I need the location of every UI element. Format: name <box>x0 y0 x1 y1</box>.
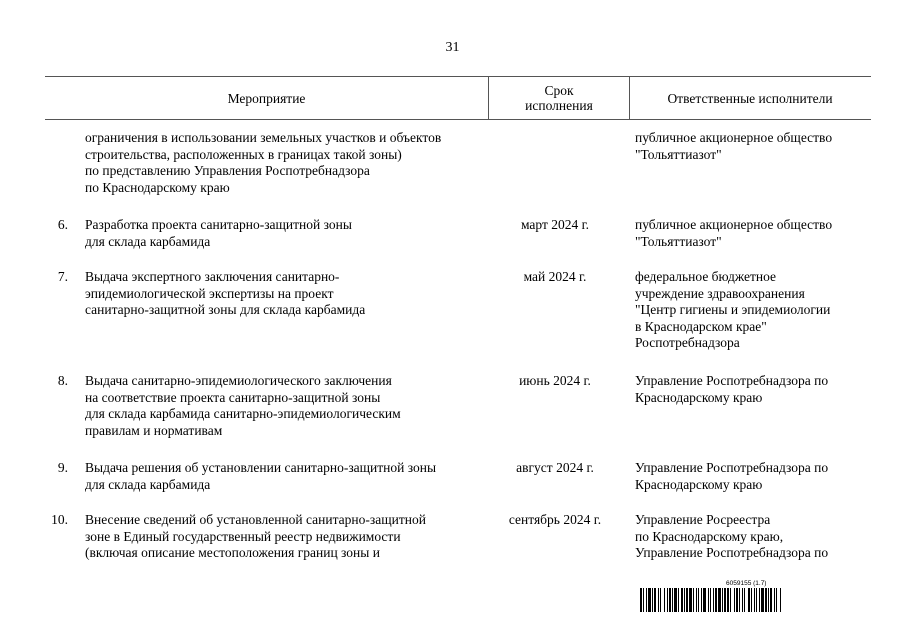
row-term: июнь 2024 г. <box>519 373 591 388</box>
header-term-line-1: Срок <box>544 83 574 98</box>
row-number: 10. <box>51 512 68 527</box>
row-event <box>85 460 490 493</box>
event-line: по представлению Управления Роспотребнадзора <box>85 163 370 178</box>
table-header <box>45 76 871 120</box>
row-responsible <box>635 269 875 352</box>
barcode-bar <box>660 588 661 612</box>
barcode-bar <box>727 588 729 612</box>
barcode-bar <box>715 588 717 612</box>
barcode-bar <box>686 588 688 612</box>
event-line: Выдача санитарно-эпидемиологического заключения <box>85 373 392 388</box>
event-line: по Краснодарскому краю <box>85 179 230 195</box>
header-term <box>488 77 630 119</box>
event-line: для склада карбамида санитарно-эпидемиологическим <box>85 406 401 421</box>
event-line: (включая описание местоположения границ зоны и <box>85 545 380 560</box>
header-term-line-2: исполнения <box>525 98 593 113</box>
barcode-bar <box>646 588 647 612</box>
barcode-bar <box>756 588 757 612</box>
barcode-bar <box>744 588 745 612</box>
resp-line: Управление Росреестра <box>635 512 771 527</box>
barcode-bar <box>674 588 677 612</box>
row-responsible <box>635 130 875 163</box>
barcode-bar <box>701 588 702 612</box>
barcode-bar <box>664 588 665 612</box>
event-line: ограничения в использовании земельных участков и объектов <box>85 130 442 145</box>
resp-line: Управление Роспотребнадзора по <box>635 545 829 560</box>
barcode-bar <box>703 588 706 612</box>
resp-line: учреждение здравоохранения <box>635 285 805 301</box>
barcode-bar <box>748 588 750 612</box>
barcode-bar <box>759 588 760 612</box>
row-responsible <box>635 373 875 406</box>
resp-line: "Тольяттиазот" <box>635 146 722 162</box>
resp-line: Роспотребнадзора <box>635 335 740 350</box>
event-line: Внесение сведений об установленной санитарно-защитной <box>85 512 426 527</box>
barcode-image <box>640 588 858 612</box>
event-line: на соответствие проекта санитарно-защитной зоны <box>85 389 381 405</box>
barcode-bar <box>739 588 740 612</box>
barcode-bar <box>774 588 775 612</box>
barcode-bar <box>724 588 726 612</box>
barcode-bar <box>678 588 679 612</box>
resp-line: Управление Роспотребнадзора по <box>635 373 829 388</box>
row-responsible <box>635 512 875 562</box>
event-line: эпидемиологической экспертизы на проект <box>85 285 334 301</box>
barcode-bar <box>742 588 743 612</box>
resp-line: по Краснодарскому краю, <box>635 528 784 544</box>
event-line: Выдача решения об установлении санитарно-защитной зоны <box>85 460 437 475</box>
barcode-bar <box>713 588 714 612</box>
row-number: 8. <box>57 373 68 388</box>
barcode-bar <box>693 588 694 612</box>
row-number: 6. <box>57 217 68 232</box>
barcode-bar <box>684 588 685 612</box>
barcode-bar <box>710 588 711 612</box>
row-event <box>85 217 490 250</box>
barcode-bar <box>640 588 642 612</box>
barcode-bar <box>654 588 656 612</box>
page-number: 31 <box>445 40 460 55</box>
barcode-bar <box>672 588 673 612</box>
event-line: зоне в Единый государственный реестр недвижимости <box>85 528 401 544</box>
resp-line: федеральное бюджетное <box>635 269 776 284</box>
barcode-bar <box>658 588 659 612</box>
event-line: Выдача экспертного заключения санитарно- <box>85 269 340 284</box>
resp-line: Управление Роспотребнадзора по <box>635 460 829 475</box>
barcode-bar <box>667 588 668 612</box>
barcode-bar <box>768 588 769 612</box>
row-term: август 2024 г. <box>516 460 594 475</box>
header-responsible: Ответственные исполнители <box>667 90 833 106</box>
row-term: май 2024 г. <box>523 269 587 284</box>
barcode-bar <box>770 588 772 612</box>
barcode-label: 6059155 (1.7) <box>726 580 767 587</box>
row-term: март 2024 г. <box>520 217 590 232</box>
barcode-bar <box>718 588 721 612</box>
barcode-bar <box>754 588 755 612</box>
barcode-bar <box>765 588 767 612</box>
barcode-bar <box>643 588 644 612</box>
barcode-bar <box>734 588 735 612</box>
resp-line: публичное акционерное общество <box>635 217 833 232</box>
barcode-bar <box>722 588 723 612</box>
barcode-bar <box>689 588 692 612</box>
barcode-bar <box>708 588 709 612</box>
event-line: для склада карбамида <box>85 233 211 249</box>
barcode-bar <box>669 588 671 612</box>
resp-line: публичное акционерное общество <box>635 130 833 145</box>
resp-line: "Центр гигиены и эпидемиологии <box>635 302 831 317</box>
event-line: строительства, расположенных в границах такой зоны) <box>85 146 402 162</box>
row-term: сентябрь 2024 г. <box>508 512 602 527</box>
barcode-bar <box>648 588 651 612</box>
barcode-bar <box>736 588 738 612</box>
barcode-bar <box>696 588 697 612</box>
resp-line: Краснодарскому краю <box>635 389 763 405</box>
row-number: 7. <box>57 269 68 284</box>
barcode-bar <box>698 588 699 612</box>
header-event: Мероприятие <box>227 90 306 106</box>
barcode-bar <box>780 588 781 612</box>
resp-line: "Тольяттиазот" <box>635 233 722 249</box>
barcode-bar <box>652 588 653 612</box>
row-event <box>85 373 490 439</box>
barcode-bar <box>681 588 683 612</box>
event-line: для склада карбамида <box>85 476 211 492</box>
barcode-bar <box>776 588 777 612</box>
event-line: санитарно-защитной зоны для склада карбамида <box>85 302 366 317</box>
resp-line: Краснодарскому краю <box>635 476 763 492</box>
barcode-bar <box>751 588 752 612</box>
event-line: правилам и нормативам <box>85 422 223 438</box>
row-responsible <box>635 460 875 493</box>
event-line: Разработка проекта санитарно-защитной зоны <box>85 217 352 232</box>
row-event <box>85 130 490 196</box>
barcode-bar <box>761 588 764 612</box>
row-event <box>85 512 490 562</box>
row-responsible <box>635 217 875 250</box>
row-number: 9. <box>57 460 68 475</box>
row-event <box>85 269 490 319</box>
resp-line: в Краснодарском крае" <box>635 318 767 334</box>
barcode-bar <box>730 588 731 612</box>
